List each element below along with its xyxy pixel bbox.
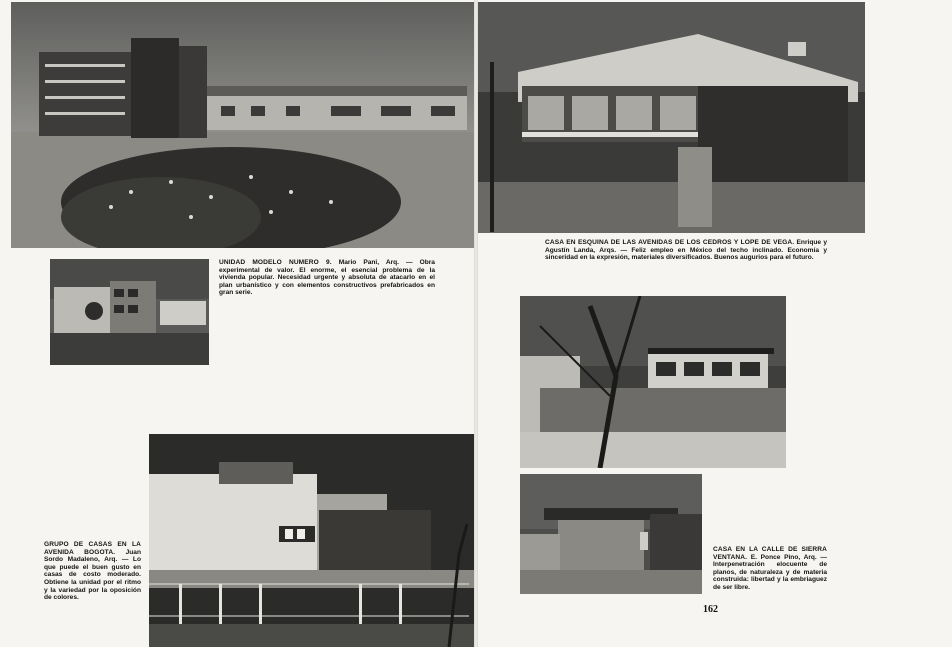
caption-casa-cedros-body: Enrique y Agustín Landa, Arqs. — Feliz empleo en México del techo inclinado. Economía y sinceridad en la expresión, materiales diversificados. Buenos augurios para el futuro. — [545, 239, 827, 262]
caption-unidad-modelo-title: UNIDAD MODELO NUMERO 9. — [219, 259, 339, 266]
caption-casa-sierra-ventana-title: CASA EN LA CALLE DE SIERRA VENTANA. — [713, 546, 827, 561]
caption-casa-cedros-title: CASA EN ESQUINA DE LAS AVENIDAS DE LOS CEDROS Y LOPE DE VEGA. — [545, 239, 797, 246]
caption-casa-cedros — [545, 239, 827, 262]
caption-grupo-casas-bogota — [44, 541, 141, 602]
caption-casa-sierra-ventana — [713, 546, 827, 592]
caption-unidad-modelo-body: Mario Pani, Arq. — Obra experimental de valor. El enorme, el esencial problema de la vivienda popular. Necesidad urgente y absoluta de atacarlo en el plan urbanístico y con elementos constructivos prefabricados en gran serie. — [219, 259, 435, 297]
caption-grupo-casas-bogota-body: Juan Sordo Madaleno, Arq. — Lo que puede el buen gusto en casas de costo moderado. Obtiene la unidad por el ritmo y la variedad por la oposición de colores. — [44, 548, 141, 602]
caption-unidad-modelo — [219, 259, 435, 297]
photo-unidad-modelo-large — [11, 2, 474, 248]
photo-grupo-casas-bogota — [149, 434, 474, 647]
photo-casa-sierra-ventana-small — [520, 474, 702, 594]
photo-unidad-modelo-small — [50, 259, 209, 365]
photo-casa-sierra-ventana-large — [520, 296, 786, 468]
page-number: 162 — [703, 604, 718, 615]
caption-grupo-casas-bogota-title: GRUPO DE CASAS EN LA AVENIDA BOGOTA. — [44, 541, 141, 556]
caption-casa-sierra-ventana-body: E. Ponce Pino, Arq. — Interpenetración elocuente de planos, de naturaleza y de materia construida: libertad y la embriaguez de ser libre. — [713, 553, 828, 591]
photo-casa-cedros — [478, 2, 865, 233]
